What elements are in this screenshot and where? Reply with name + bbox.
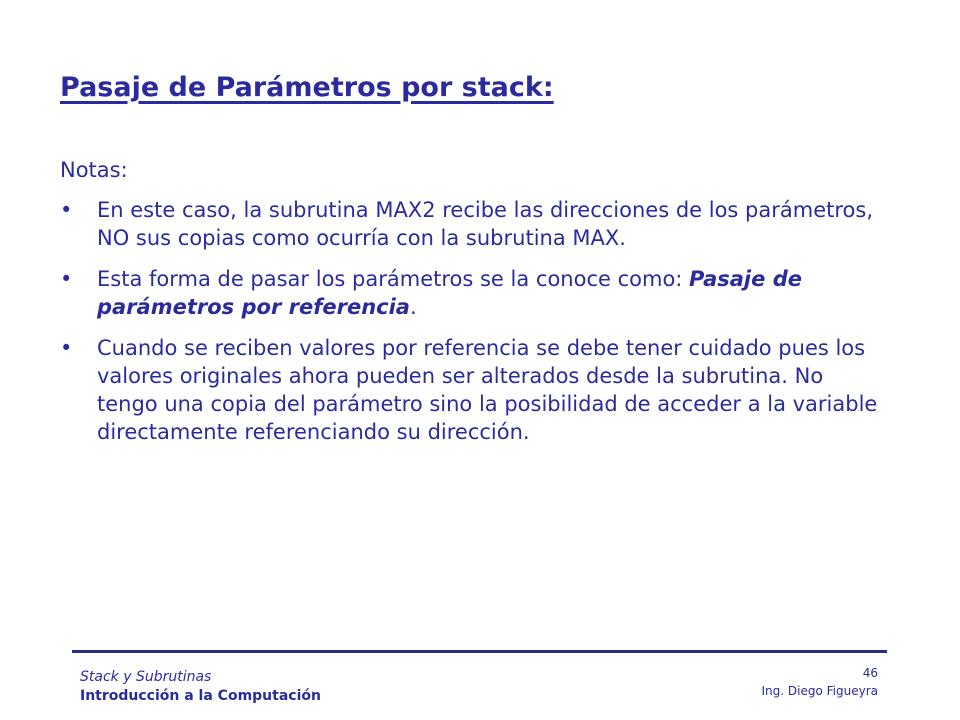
notes-label: Notas: [60, 158, 128, 182]
bullet-text: Cuando se reciben valores por referencia se debe tener cuidado pues los valores originales ahora pueden ser alterados desde la subrutina. No tengo una copia del parámetro sino la posibilidad de acceder a la variable directamente referenciando su dirección. [97, 336, 878, 444]
bullet-text-prefix: Esta forma de pasar los parámetros se la conoce como: [97, 267, 690, 291]
bullet-icon: • [60, 198, 73, 222]
slide-title: Pasaje de Parámetros por stack: [60, 72, 554, 103]
list-item [60, 196, 880, 252]
footer-right [762, 664, 878, 700]
list-item [60, 334, 880, 446]
bullet-text: En este caso, la subrutina MAX2 recibe las direcciones de los parámetros, NO sus copias como ocurría con la subrutina MAX. [97, 198, 873, 250]
bullet-icon: • [60, 336, 73, 360]
bullet-list [60, 196, 880, 446]
page-number: 46 [862, 666, 878, 680]
footer-divider [72, 650, 887, 653]
list-item [60, 265, 880, 321]
footer-left [80, 668, 321, 706]
footer-subject: Introducción a la Computación [80, 688, 321, 704]
footer-course: Stack y Subrutinas [80, 669, 212, 685]
slide-content [60, 156, 880, 459]
bullet-emphasis: Pasaje de parámetros por referencia [97, 267, 802, 319]
bullet-text-suffix: . [409, 295, 417, 319]
footer-author: Ing. Diego Figueyra [761, 684, 878, 698]
bullet-icon: • [60, 267, 73, 291]
